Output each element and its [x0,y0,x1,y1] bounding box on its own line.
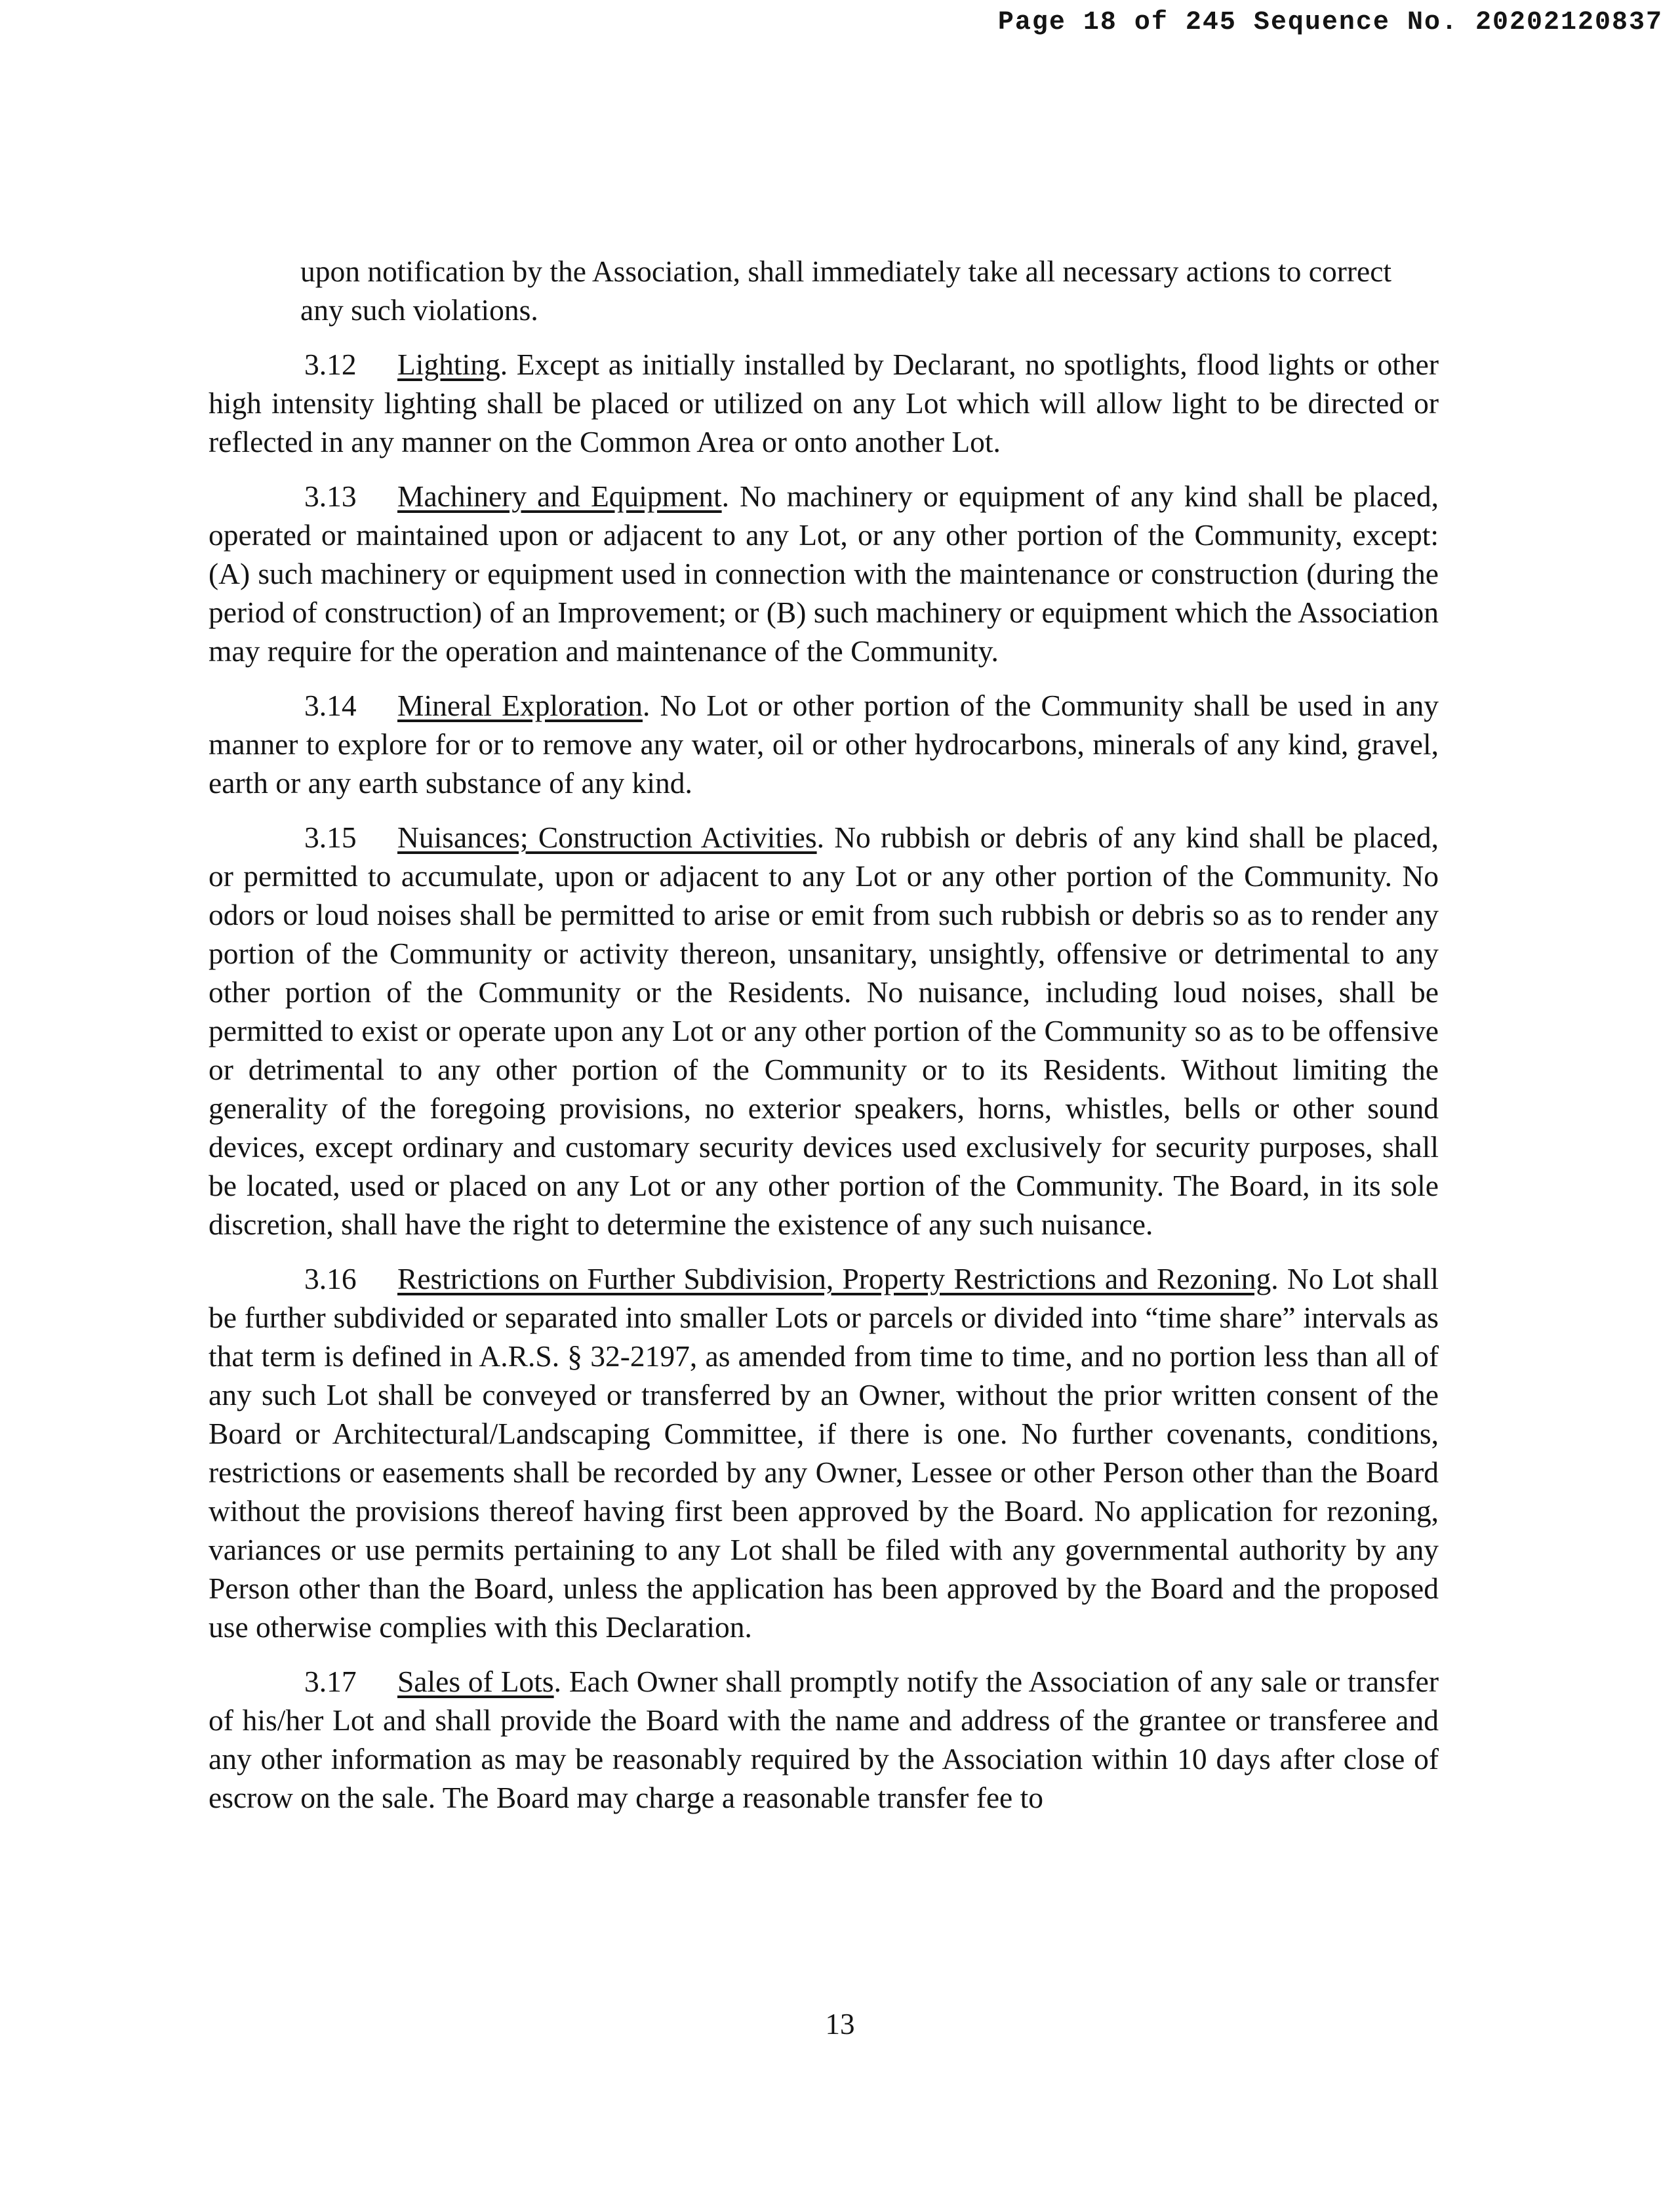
section-3-13 [209,477,1439,670]
document-body [209,252,1439,1833]
section-number: 3.14 [304,689,357,722]
section-number: 3.17 [304,1665,357,1698]
section-3-12 [209,345,1439,461]
section-heading: Nuisances; Construction Activities [397,821,817,854]
section-number: 3.15 [304,821,357,854]
section-heading: Lighting [397,348,500,381]
section-text: . Each Owner shall promptly notify the Association of any sale or transfer of his/her Lot and shall provide the Board with the name and address of the grantee or transferee and any other information as may be reasonably required by the Association within 10 days after close of escrow on the sale. The Board may charge a reasonable transfer fee to [209,1665,1439,1814]
section-text: . Except as initially installed by Declarant, no spotlights, flood lights or other high intensity lighting shall be placed or utilized on any Lot which will allow light to be directed or reflected in any manner on the Common Area or onto another Lot. [209,348,1439,458]
page-number: 13 [825,2008,855,2041]
section-heading: Machinery and Equipment [397,479,722,513]
section-3-14 [209,686,1439,802]
section-number: 3.13 [304,479,357,513]
section-number: 3.12 [304,348,357,381]
section-3-15 [209,818,1439,1244]
section-heading: Restrictions on Further Subdivision, Property Restrictions and Rezoning [397,1262,1271,1295]
section-text: . No rubbish or debris of any kind shall be placed, or permitted to accumulate, upon or adjacent to any Lot or any other portion of the Community. No odors or loud noises shall be permitted to arise or emit from such rubbish or debris so as to render any portion of the Community or activity thereon, unsanitary, unsightly, offensive or detrimental to any other portion of the Community or the Residents. No nuisance, including loud noises, shall be permitted to exist or operate upon any Lot or any other portion of the Community so as to be offensive or detrimental to any other portion of the Community or to its Residents. Without limiting the generality of the foregoing provisions, no exterior speakers, horns, whistles, bells or other sound devices, except ordinary and customary security devices used exclusively for security purposes, shall be located, used or placed on any Lot or any other portion of the Community. The Board, in its sole discretion, shall have the right to determine the existence of any such nuisance. [209,821,1439,1241]
recording-stamp: Page 18 of 245 Sequence No. 20202120837 [997,8,1663,37]
section-heading: Mineral Exploration [397,689,643,722]
section-heading: Sales of Lots [397,1665,554,1698]
section-text: . No Lot shall be further subdivided or separated into smaller Lots or parcels or divided into “time share” intervals as that term is defined in A.R.S. § 32-2197, as amended from time to time, and no portion less than all of any such Lot shall be conveyed or transferred by an Owner, without the prior written consent of the Board or Architectural/Landscaping Committee, if there is one. No further covenants, conditions, restrictions or easements shall be recorded by any Owner, Lessee or other Person other than the Board without the provisions thereof having first been approved by the Board. No application for rezoning, variances or use permits pertaining to any Lot shall be filed with any governmental authority by any Person other than the Board, unless the application has been approved by the Board and the proposed use otherwise complies with this Declaration. [209,1262,1439,1644]
continuation-paragraph: upon notification by the Association, shall immediately take all necessary actions to correct any such violations. [300,254,1392,327]
section-3-16 [209,1259,1439,1646]
section-number: 3.16 [304,1262,357,1295]
section-3-17 [209,1662,1439,1817]
section-text: . No machinery or equipment of any kind shall be placed, operated or maintained upon or adjacent to any Lot, or any other portion of the Community, except: (A) such machinery or equipment used in connection with the maintenance or construction (during the period of construction) of an Improvement; or (B) such machinery or equipment which the Association may require for the operation and maintenance of the Community. [209,479,1439,668]
section-text: . No Lot or other portion of the Community shall be used in any manner to explore for or to remove any water, oil or other hydrocarbons, minerals of any kind, gravel, earth or any earth substance of any kind. [209,689,1439,800]
